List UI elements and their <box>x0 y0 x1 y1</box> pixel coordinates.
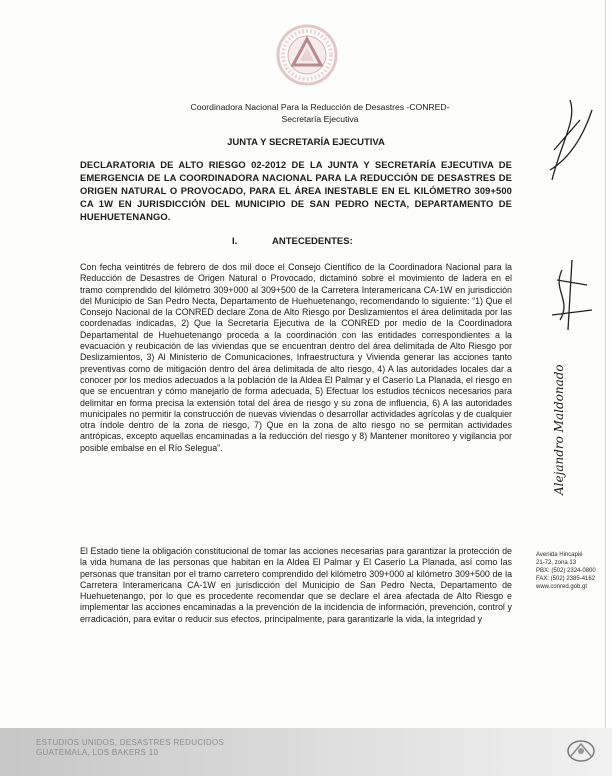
address-line: Avenida Hincapié <box>536 552 583 558</box>
letterhead <box>120 101 520 125</box>
website-line: www.conred.gob.gt <box>536 584 588 590</box>
fax-line: FAX: (502) 2385-4162 <box>536 576 596 582</box>
footer-line: ESTUDIOS UNIDOS, DESASTRES REDUCIDOS <box>36 738 225 747</box>
antecedentes-title: ANTECEDENTES: <box>272 236 353 247</box>
unit-name: Secretaría Ejecutiva <box>281 114 359 124</box>
footer-line: GUATEMALA, LOS BAKERS 10 <box>36 748 159 757</box>
scan-edge <box>605 0 606 776</box>
section-heading: JUNTA Y SECRETARÍA EJECUTIVA <box>227 137 385 148</box>
conred-seal-icon <box>276 24 338 86</box>
declaration-title: DECLARATORIA DE ALTO RIESGO 02-2012 DE LA JUNTA Y SECRETARÍA EJECUTIVA DE EMERGENCIA DE LA COORDINADORA NACIONAL PARA LA REDUCCIÓN DE DESASTRES DE ORIGEN NATURAL O PROVOCADO, PARA EL ÁREA INESTABLE EN EL KILÓMETRO 309+500 CA 1W EN JURISDICCIÓN DEL MUNICIPIO DE SAN PEDRO NECTA, DEPARTAMENTO DE HUEHUETENANGO. <box>80 159 512 222</box>
footer-slogan <box>36 738 256 758</box>
antecedentes-number: I. <box>232 236 238 247</box>
contact-address <box>536 551 612 591</box>
paragraph-1: Con fecha veintitrés de febrero de dos mil doce el Consejo Científico de la Coordinadora Nacional para la Reducción de Desastres de Origen Natural o Provocado, dictaminó sobre el movimiento de ladera en el tramo comprendido del kilómetro 309+000 al 309+500 de la Carretera Interamericana CA-1W en jurisdicción del Municipio de San Pedro Necta, Departamento de Huehuetenango, recomendando lo siguiente: “1) Que el Consejo Nacional de la CONRED declare Zona de Alto Riesgo por Deslizamientos el área delimitada por las coordenadas indicadas, 2) Que la Secretaría Ejecutiva de la CONRED por medio de la Coordinadora Departamental de Huehuetenango proceda a la coordinación con las entidades correspondientes a la evacuación y reubicación de las viviendas que se encuentran dentro del área delimitada de Alto Riesgo por Deslizamientos, 3) Al Ministerio de Comunicaciones, Infraestructura y Vivienda generar las acciones tanto preventivas como de mitigación dentro del área delimitada de alto riesgo, 4) A las autoridades locales dar a conocer por los medios adecuados a la población de la Aldea El Palmar y el Caserío La Planada, el riesgo en que se encuentran y cómo manejarlo de forma adecuada, 5) Efectuar los estudios técnicos necesarios para delimitar en forma precisa la extensión total del área de riesgo y su zona de influencia, 6) A las autoridades municipales no permitir la construcción de nuevas viviendas o desarrollar actividades agrícolas y de cualquier otra índole dentro de la zona de riesgo, 7) Que en la zona de alto riesgo no se permitan actividades antrópicas, excepto aquellas encaminadas a la reducción del riesgo y 8) Mantener monitoreo y vigilancia por posible embalse en el Río Selegua”. <box>80 262 512 453</box>
phone-line: PBX: (502) 2324-0800 <box>536 568 596 574</box>
handwritten-signature: Alejandro Maldonado <box>552 364 566 495</box>
address-line: 21-72, zona 13 <box>536 560 577 566</box>
organization-name: Coordinadora Nacional Para la Reducción de Desastres -CONRED- <box>190 102 450 112</box>
guatemala-emblem-icon <box>565 738 597 764</box>
antecedentes-heading <box>232 236 472 247</box>
paragraph-2: El Estado tiene la obligación constitucional de tomar las acciones necesarias para garantizar la protección de la vida humana de las personas que habitan en la Aldea El Palmar y El Caserío La Planada, así como las personas que transitan por el tramo carretero comprendido del kilómetro 309+000 al kilómetro 309+500 de la Carretera Interamericana CA-1W en jurisdicción del Municipio de San Pedro Necta, Departamento de Huehuetenango, por lo que es procedente recomendar que se declare el área afectada de Alto Riesgo e implementar las acciones encaminadas a la prevención de la incidencia de información, prevención, control y erradicación, para evitar o reducir sus efectos, principalmente, para garantizarle la vida, la integridad y <box>80 546 512 624</box>
signatures <box>532 80 612 550</box>
